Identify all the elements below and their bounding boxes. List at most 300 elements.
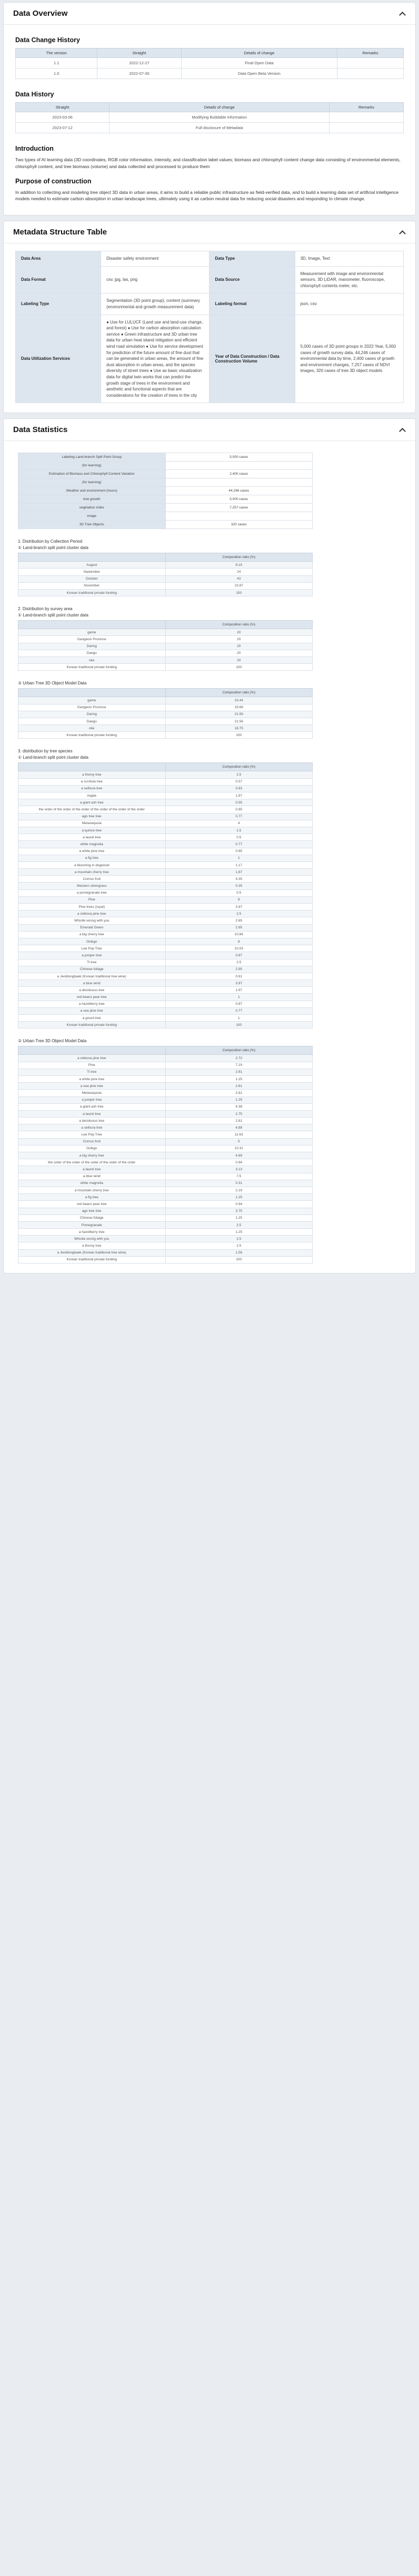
table-cell xyxy=(330,123,404,133)
table-row xyxy=(18,1069,313,1075)
row-value: 20 xyxy=(165,629,313,636)
table-row xyxy=(16,68,404,79)
table-row xyxy=(18,931,313,938)
table-row xyxy=(18,827,313,834)
table-row xyxy=(18,657,313,663)
row-label: Daring xyxy=(18,711,166,718)
column-header xyxy=(18,553,166,562)
row-value: 100 xyxy=(165,590,313,596)
row-label: a fig tree xyxy=(18,855,166,861)
column-header: Composition ratio (%) xyxy=(165,763,313,771)
table-row xyxy=(18,1249,313,1256)
metadata-key: Year of Data Construction / Data Construction Volume xyxy=(210,315,295,403)
row-label: Pomegranate xyxy=(18,1221,166,1228)
table-row xyxy=(18,1229,313,1236)
table-row xyxy=(18,1075,313,1082)
column-header: Composition ratio (%) xyxy=(165,1046,313,1055)
table-row xyxy=(18,704,313,711)
summary-label: (for learning) xyxy=(18,462,166,470)
row-value: 1.97 xyxy=(165,987,313,994)
metadata-table xyxy=(15,251,404,403)
table-row xyxy=(18,1214,313,1221)
table-row xyxy=(18,1242,313,1249)
row-value: 10.03 xyxy=(165,945,313,952)
table-row xyxy=(18,987,313,994)
metadata-key: Data Format xyxy=(16,266,101,293)
table-row xyxy=(18,636,313,643)
summary-label: Estimation of Biomass and Chlorophyll Content Variation xyxy=(18,470,166,478)
row-value: 0.57 xyxy=(165,778,313,785)
row-label: Whistle wrong with you xyxy=(18,917,166,924)
table-row xyxy=(18,778,313,785)
metadata-value: Measurement with image and environmental sensors, 3D LiDAR, manometer, fluoroscope, chlorophyll contents meter, etc. xyxy=(295,266,403,293)
row-label: a hazelberry tree xyxy=(18,1001,166,1007)
row-value: 24 xyxy=(165,569,313,575)
row-label: Ti tree xyxy=(18,959,166,966)
collection-period-table xyxy=(18,553,313,596)
summary-value: 7,257 cases xyxy=(165,504,313,512)
table-row xyxy=(18,1201,313,1208)
table-cell: 2023-07-12 xyxy=(16,123,109,133)
row-label: a big cherry tree xyxy=(18,1152,166,1159)
row-value: 1 xyxy=(165,994,313,1001)
header-row xyxy=(18,689,313,697)
table-row xyxy=(18,1138,313,1145)
summary-label: tree growth xyxy=(18,495,166,504)
summary-value xyxy=(165,462,313,470)
row-value: 2.81 xyxy=(165,1090,313,1096)
column-header xyxy=(18,621,166,629)
table-cell: Full disclosure of Metadata xyxy=(109,123,330,133)
table-cell: Data Open Beta Version xyxy=(181,68,337,79)
panel-title: Data Overview xyxy=(13,9,68,18)
row-label: a big cherry tree xyxy=(18,931,166,938)
section-title: Data History xyxy=(15,91,54,98)
table-row xyxy=(18,1110,313,1117)
header-row xyxy=(18,553,313,562)
summary-row xyxy=(18,470,313,478)
table-row xyxy=(18,910,313,917)
row-label: oke xyxy=(18,657,166,663)
summary-value xyxy=(165,512,313,521)
summary-value: 2,400 cases xyxy=(165,470,313,478)
table-row xyxy=(18,876,313,883)
row-value: 23.44 xyxy=(165,697,313,704)
summary-row xyxy=(18,478,313,487)
row-value: 0.77 xyxy=(165,1007,313,1014)
column-header: Remarks xyxy=(330,103,404,112)
metadata-row xyxy=(16,293,404,315)
table-row xyxy=(18,841,313,848)
row-value: 2.5 xyxy=(165,910,313,917)
stat-section-title: ② Urban Tree 3D Object Model Data xyxy=(18,681,87,686)
row-label: red beans pear tree xyxy=(18,994,166,1001)
table-row xyxy=(18,896,313,903)
row-value: 0.31 xyxy=(165,1180,313,1187)
table-cell: 2023-03-06 xyxy=(16,112,109,123)
row-value: 4 xyxy=(165,820,313,827)
row-label: a sethura tree xyxy=(18,785,166,792)
table-row xyxy=(18,1208,313,1214)
table-row xyxy=(18,883,313,889)
row-label: Ginkgo xyxy=(18,1145,166,1152)
row-value: 2.75 xyxy=(165,1110,313,1117)
table-row xyxy=(18,785,313,792)
row-label: Metasequoia xyxy=(18,1090,166,1096)
row-value: 2.81 xyxy=(165,1069,313,1075)
row-value: 3.97 xyxy=(165,980,313,987)
table-row xyxy=(18,966,313,973)
row-label: Korean traditional private funding xyxy=(18,732,166,739)
table-row xyxy=(18,973,313,980)
table-cell: 2022-07-30 xyxy=(97,68,181,79)
metadata-row xyxy=(16,266,404,293)
row-value: 2.81 xyxy=(165,1118,313,1124)
summary-row xyxy=(18,462,313,470)
table-row xyxy=(18,629,313,636)
row-label: Chinese foliage xyxy=(18,966,166,973)
row-value: 100 xyxy=(165,664,313,671)
stat-section-title: ② Urban Tree 3D Object Model Data xyxy=(18,1039,87,1044)
table-row xyxy=(16,112,404,123)
summary-value: 44,246 cases xyxy=(165,487,313,495)
row-value: 2.65 xyxy=(165,917,313,924)
row-label: a laurel tree xyxy=(18,1166,166,1173)
row-label: Metasequoia xyxy=(18,820,166,827)
panel-header[interactable] xyxy=(4,221,415,243)
header-row xyxy=(18,763,313,771)
row-value: 1.25 xyxy=(165,1194,313,1201)
table-row xyxy=(18,771,313,778)
table-row xyxy=(18,792,313,799)
table-row xyxy=(18,924,313,931)
metadata-value: 5,000 cases of 3D point groups in 2022 Year, 5,000 cases of growth survey data, 44,246 cases of environmental data by time, 2,400 cases of growth and environment changes, 7,257 cases of NDVI images, 320 cases of tree 3D object models xyxy=(295,315,403,403)
row-label: Korean traditional private funding xyxy=(18,1256,166,1263)
row-label: a blue wind xyxy=(18,980,166,987)
table-row xyxy=(18,1090,313,1096)
panel-header[interactable] xyxy=(4,3,415,25)
row-value: 20 xyxy=(165,636,313,643)
table-row xyxy=(18,1062,313,1069)
metadata-row xyxy=(16,251,404,267)
row-value: 19.69 xyxy=(165,704,313,711)
row-value: 2.19 xyxy=(165,1187,313,1193)
row-value: 0.5 xyxy=(165,889,313,896)
row-label: white magnolia xyxy=(18,841,166,848)
summary-label: vegetation index xyxy=(18,504,166,512)
metadata-key: Labeling Type xyxy=(16,293,101,315)
row-value: 2.95 xyxy=(165,924,313,931)
row-value: 20 xyxy=(165,650,313,657)
table-cell: Final Open Data xyxy=(181,58,337,68)
row-value: 0.94 xyxy=(165,1159,313,1166)
row-label: a blue wind xyxy=(18,1173,166,1180)
row-label: white magnolia xyxy=(18,1180,166,1187)
row-value: 1.17 xyxy=(165,861,313,868)
row-label: a gourd tree xyxy=(18,1015,166,1022)
table-row xyxy=(16,58,404,68)
summary-label: (for learning) xyxy=(18,478,166,487)
table-row xyxy=(18,718,313,724)
row-value: 43 xyxy=(165,575,313,582)
column-header: Straight xyxy=(16,103,109,112)
row-label: a blooming in dogwood xyxy=(18,861,166,868)
column-header xyxy=(18,763,166,771)
table-row xyxy=(18,569,313,575)
summary-value: 5,000 cases xyxy=(165,453,313,462)
column-header: Composition ratio (%) xyxy=(165,689,313,697)
row-value: 0.85 xyxy=(165,848,313,855)
introduction-text: Two types of AI learning data (3D coordinates, RGB color information, intensity, and classification label values; biomass and chlorophyll content change data consisting of environmental elements, chlorophyll content, and tree biomass (volume) and data collected and processed to produce them xyxy=(15,157,401,169)
table-row xyxy=(18,697,313,704)
metadata-row xyxy=(16,315,404,403)
section-title: Introduction xyxy=(15,145,54,152)
row-value: 2.5 xyxy=(165,771,313,778)
row-value: 2.5 xyxy=(165,1242,313,1249)
table-row xyxy=(18,994,313,1001)
table-row xyxy=(18,582,313,589)
row-value: 100 xyxy=(165,732,313,739)
row-value: 9.15 xyxy=(165,562,313,569)
table-row xyxy=(18,1166,313,1173)
row-value: 100 xyxy=(165,1256,313,1263)
table-row xyxy=(18,725,313,732)
row-label: a white pine tree xyxy=(18,1075,166,1082)
row-value: 1 xyxy=(165,855,313,861)
row-value: 2.81 xyxy=(165,1083,313,1090)
summary-row xyxy=(18,487,313,495)
table-row xyxy=(16,123,404,133)
statistics-summary-table xyxy=(18,453,313,529)
summary-row xyxy=(18,512,313,521)
table-row xyxy=(18,1022,313,1029)
statistics-panel xyxy=(3,418,416,1274)
row-value: 7.19 xyxy=(165,1062,313,1069)
row-label: Korean traditional private funding xyxy=(18,590,166,596)
row-label: Lee Pop Tree xyxy=(18,945,166,952)
row-value: 7.5 xyxy=(165,1173,313,1180)
row-label: October xyxy=(18,575,166,582)
summary-value: 320 cases xyxy=(165,521,313,529)
row-value: 0.87 xyxy=(165,1001,313,1007)
column-header: Straight xyxy=(97,48,181,58)
row-value: 4.38 xyxy=(165,1103,313,1110)
table-row xyxy=(18,1124,313,1131)
row-value: 21.56 xyxy=(165,718,313,724)
table-row xyxy=(18,1118,313,1124)
table-cell xyxy=(337,58,404,68)
table-row xyxy=(18,1007,313,1014)
table-row xyxy=(18,1103,313,1110)
row-value: 10.31 xyxy=(165,1145,313,1152)
tree-species-table xyxy=(18,762,313,1029)
row-label: a fig tree xyxy=(18,1194,166,1201)
row-value: 100 xyxy=(165,1022,313,1029)
table-row xyxy=(18,799,313,806)
row-label: a zelkova pine tree xyxy=(18,910,166,917)
row-label: game xyxy=(18,697,166,704)
row-label: Daegu xyxy=(18,718,166,724)
row-label: a thorny tree xyxy=(18,771,166,778)
row-value: 0.77 xyxy=(165,813,313,820)
table-row xyxy=(18,575,313,582)
table-row xyxy=(18,917,313,924)
row-value: 0.35 xyxy=(165,883,313,889)
row-value: 0.83 xyxy=(165,785,313,792)
row-label: a giant ash tree xyxy=(18,799,166,806)
table-row xyxy=(18,1152,313,1159)
metadata-value: 3D, Image, Text xyxy=(295,251,403,267)
column-header xyxy=(18,1046,166,1055)
table-row xyxy=(18,945,313,952)
table-cell: 2022-12-27 xyxy=(97,58,181,68)
summary-label: Weather and environment (hours) xyxy=(18,487,166,495)
row-label: a Jeoldongbaek (Korean traditional tree wine) xyxy=(18,1249,166,1256)
row-label: Western silvergrass xyxy=(18,883,166,889)
row-label: a juniper tree xyxy=(18,952,166,959)
summary-row xyxy=(18,453,313,462)
row-label: a deciduous tree xyxy=(18,1118,166,1124)
section-title: Purpose of construction xyxy=(15,177,92,185)
row-label: Korean traditional private funding xyxy=(18,1022,166,1029)
row-value: 20 xyxy=(165,657,313,663)
row-value: 23.87 xyxy=(165,582,313,589)
table-row xyxy=(18,1015,313,1022)
row-value: 2.5 xyxy=(165,1221,313,1228)
summary-row xyxy=(18,495,313,504)
row-value: 4.35 xyxy=(165,876,313,883)
table-row xyxy=(18,806,313,813)
row-label: a giant ash tree xyxy=(18,1103,166,1110)
row-value: 2.5 xyxy=(165,959,313,966)
row-label: August xyxy=(18,562,166,569)
row-label: Daring xyxy=(18,643,166,650)
row-label: a scrofula tree xyxy=(18,778,166,785)
table-row xyxy=(18,650,313,657)
row-label: Whistle wrong with you xyxy=(18,1236,166,1242)
table-row xyxy=(18,1131,313,1138)
chevron-up-icon[interactable] xyxy=(398,426,406,434)
row-label: maple xyxy=(18,792,166,799)
row-label: ago tree tree xyxy=(18,1208,166,1214)
row-value: 0.87 xyxy=(165,952,313,959)
row-value: 20 xyxy=(165,643,313,650)
row-value: 1.97 xyxy=(165,792,313,799)
row-label: a sea pine tree xyxy=(18,1007,166,1014)
panel-title: Data Statistics xyxy=(13,425,68,435)
stat-section-title: 1. Distribution by Collection Period ① Land-branch split point cluster data xyxy=(18,539,88,551)
chevron-up-icon[interactable] xyxy=(398,229,406,236)
row-value: 1 xyxy=(165,1015,313,1022)
row-value: 3.97 xyxy=(165,904,313,910)
header-row xyxy=(18,621,313,629)
purpose-text: In addition to collecting and modeling tree object 3D data in urban areas, it aims to build a reliable public infrastructure as field-verified data, and to build a learning data set of artificial intelligence models needed to estimate carbon absorption in urban landscape trees, ultimately using it as carbon neutral data for reducing social disasters and responding to climate change. xyxy=(15,189,399,202)
row-label: the order of the order of the order of the order of the order of the order xyxy=(18,806,166,813)
survey-area-3d-table xyxy=(18,688,313,739)
row-value: 10.84 xyxy=(165,931,313,938)
table-cell xyxy=(330,112,404,123)
row-value: 3.13 xyxy=(165,1166,313,1173)
row-label: Ti tree xyxy=(18,1069,166,1075)
column-header: Remarks xyxy=(337,48,404,58)
row-label: a juniper tree xyxy=(18,1096,166,1103)
column-header: Details of change xyxy=(109,103,330,112)
change-history-table xyxy=(15,48,404,79)
section-title: Data Change History xyxy=(15,36,80,44)
table-row xyxy=(18,980,313,987)
table-row xyxy=(18,855,313,861)
row-label: the order of the order of the order of the order of the order xyxy=(18,1159,166,1166)
column-header: Details of change xyxy=(181,48,337,58)
row-label: a white pine tree xyxy=(18,848,166,855)
table-row xyxy=(18,1236,313,1242)
row-label: a zelkova pine tree xyxy=(18,1055,166,1062)
row-label: Daegu xyxy=(18,650,166,657)
row-label: November xyxy=(18,582,166,589)
table-row xyxy=(18,938,313,945)
row-value: 2.5 xyxy=(165,1236,313,1242)
row-label: Gangwon Province xyxy=(18,704,166,711)
summary-row xyxy=(18,504,313,512)
row-label: a laurel tree xyxy=(18,1110,166,1117)
table-cell: 1.1 xyxy=(16,58,97,68)
row-label: Lee Pop Tree xyxy=(18,1131,166,1138)
row-label: a mountain cherry tree xyxy=(18,1187,166,1193)
row-value: 0.91 xyxy=(165,973,313,980)
table-row xyxy=(18,820,313,827)
summary-row xyxy=(18,521,313,529)
summary-label: Labeling Land-branch Split Point Group xyxy=(18,453,166,462)
table-row xyxy=(18,959,313,966)
table-row xyxy=(18,1159,313,1166)
metadata-value: ● Use for LULUCF (Land use and land-use change, and forest) ● Use for carbon absorption calculation service ● Green infrastructure and 3D urban tree data for urban heat island mitigation and efficient wind road simulation ● Use for service development for prediction of the future amount of fine dust that can be generated in urban areas, the amount of fine dust absorption in urban areas, and the species diversity of street trees ● Use as basic visualization data for digital twin works that can predict the growth stage of trees in the environment and aesthetic and functional aspects that are considerations for the creation of trees in the city xyxy=(101,315,210,403)
row-value: 0.94 xyxy=(165,1201,313,1208)
metadata-value: csv, jpg, las, png xyxy=(101,266,210,293)
metadata-key: Data Utilization Services xyxy=(16,315,101,403)
row-label: Pine trees (royal) xyxy=(18,904,166,910)
metadata-key: Labeling format xyxy=(210,293,295,315)
table-row xyxy=(18,869,313,876)
row-label: ago tree tree xyxy=(18,813,166,820)
row-value: 1.25 xyxy=(165,1229,313,1236)
table-row xyxy=(18,1001,313,1007)
row-label: a hazelberry tree xyxy=(18,1229,166,1236)
table-row xyxy=(18,861,313,868)
panel-header[interactable] xyxy=(4,419,415,441)
stat-section-title: 3. distribution by tree species ① Land-branch split point cluster data xyxy=(18,749,88,760)
stat-section-title: 2. Distribution by survey area ① Land-branch split point cluster data xyxy=(18,606,88,618)
table-row xyxy=(18,813,313,820)
data-overview-panel xyxy=(3,2,416,216)
row-value: 1.5 xyxy=(165,827,313,834)
table-row xyxy=(18,848,313,855)
table-row xyxy=(18,590,313,596)
table-row xyxy=(18,1194,313,1201)
table-row xyxy=(18,952,313,959)
table-row xyxy=(18,1096,313,1103)
table-row xyxy=(18,834,313,841)
column-header: Composition ratio (%) xyxy=(165,621,313,629)
row-label: a Jeoldongbaek (Korean traditional tree wine) xyxy=(18,973,166,980)
table-row xyxy=(18,1055,313,1062)
row-label: a thorny tree xyxy=(18,1242,166,1249)
column-header xyxy=(18,689,166,697)
chevron-up-icon[interactable] xyxy=(398,10,406,17)
summary-value: 5,000 cases xyxy=(165,495,313,504)
row-value: 2.72 xyxy=(165,1055,313,1062)
metadata-value: Segmentation (3D point group), content (summary (environmental and growth measurement data) xyxy=(101,293,210,315)
row-label: a sethura tree xyxy=(18,1124,166,1131)
